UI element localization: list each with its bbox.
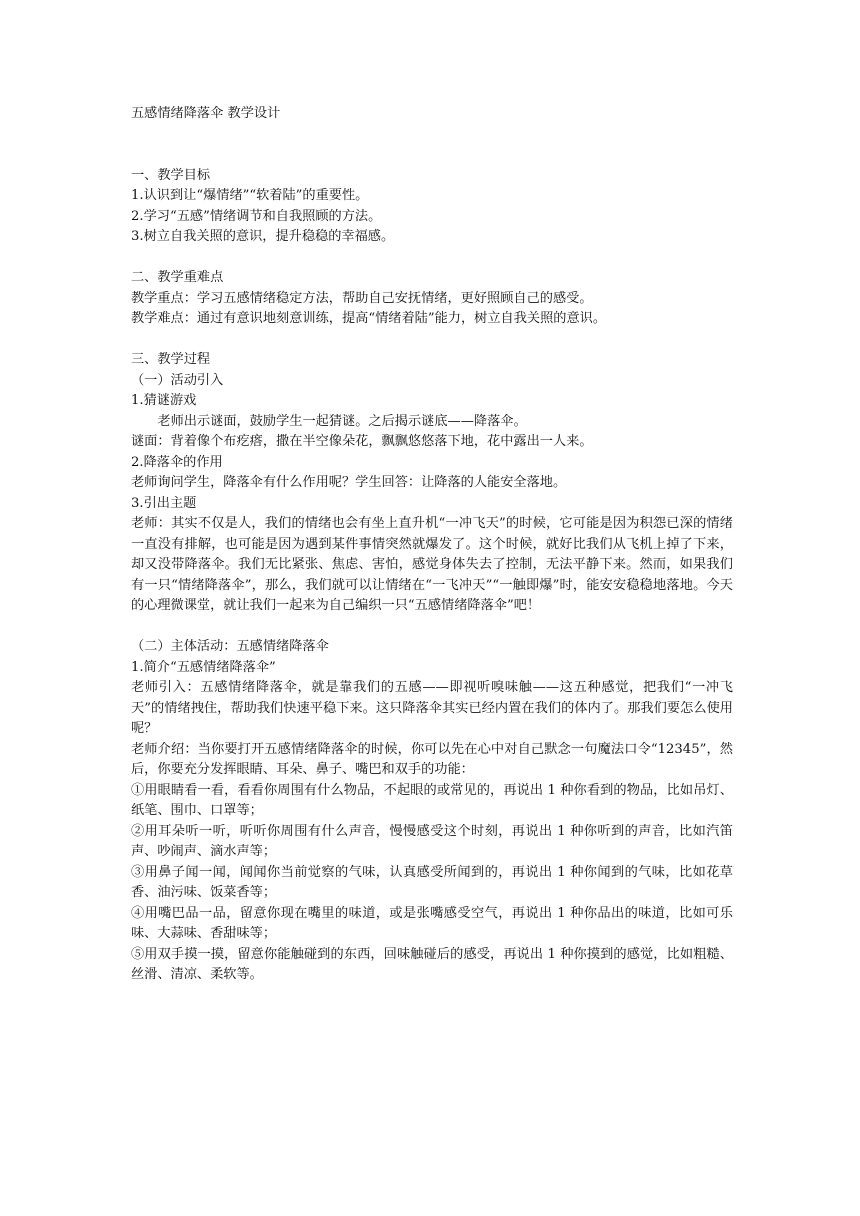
document-title: 五感情绪降落伞 教学设计	[131, 106, 281, 121]
goal-item: 2.学习“五感”情绪调节和自我照顾的方法。	[131, 208, 382, 224]
section-heading-goals: 一、教学目标	[131, 167, 211, 183]
five-senses-step: ②用耳朵听一听，听听你周围有什么声音，慢慢感受这个时刻，再说出 1 种你听到的声音，比如汽笛声、吵闹声、滴水声等；	[131, 823, 733, 859]
method-intro-text: 老师介绍：当你要打开五感情绪降落伞的时候，你可以先在心中对自己默念一句魔法口令“12345”，然后，你要充分发挥眼睛、耳朵、鼻子、嘴巴和双手的功能：	[131, 741, 733, 777]
item-heading-intro-parachute: 1.简介“五感情绪降落伞”	[131, 659, 276, 675]
item-heading-riddle-game: 1.猜谜游戏	[131, 393, 197, 408]
key-point-text: 教学重点：学习五感情绪稳定方法，帮助自己安抚情绪，更好照顾自己的感受。	[131, 290, 593, 306]
five-senses-step: ⑤用双手摸一摸，留意你能触碰到的东西，回味触碰后的感受，再说出 1 种你摸到的感觉，比如粗糙、丝滑、清凉、柔软等。	[131, 946, 733, 982]
parachute-use-text: 老师询问学生，降落伞有什么作用呢？学生回答：让降落的人能安全落地。	[131, 475, 567, 490]
five-senses-step: ①用眼睛看一看，看看你周围有什么物品，不起眼的或常见的，再说出 1 种你看到的物品，比如吊灯、纸笔、围巾、口罩等；	[131, 782, 733, 818]
item-heading-theme: 3.引出主题	[131, 495, 197, 511]
goal-item: 1.认识到让“爆情绪”“软着陆”的重要性。	[131, 188, 369, 203]
subsection-heading-main-activity: （二）主体活动：五感情绪降落伞	[131, 639, 329, 654]
difficult-point-text: 教学难点：通过有意识地刻意训练，提高“情绪着陆”能力，树立自我关照的意识。	[131, 311, 607, 326]
riddle-game-text: 老师出示谜面，鼓励学生一起猜谜。之后揭示谜底——降落伞。	[157, 413, 527, 429]
intro-parachute-text: 老师引入：五感情绪降落伞，就是靠我们的五感——即视听嗅味触——这五种感觉，把我们“一冲飞天”的情绪拽住，帮助我们快速平稳下来。这只降落伞其实已经内置在我们的体内了。那我们要怎么使用呢？	[131, 680, 733, 736]
theme-paragraph: 老师：其实不仅是人，我们的情绪也会有坐上直升机“一冲飞天”的时候，它可能是因为积怨已深的情绪一直没有排解，也可能是因为遇到某件事情突然就爆发了。这个时候，就好比我们从飞机上掉了下来，却又没带降落伞。我们无比紧张、焦虑、害怕，感觉身体失去了控制，无法平静下来。然而，如果我们有一只“情绪降落伞”，那么，我们就可以让情绪在“一飞冲天”“一触即爆”时，能安安稳稳地落地。今天的心理微课堂，就让我们一起来为自己编织一只“五感情绪降落伞”吧！	[131, 516, 733, 613]
spacer	[131, 330, 733, 351]
goal-item: 3.树立自我关照的意识，提升稳稳的幸福感。	[131, 229, 395, 244]
subsection-heading-intro: （一）活动引入	[131, 372, 224, 388]
section-heading-key-points: 二、教学重难点	[131, 270, 224, 285]
riddle-text: 谜面：背着像个布疙瘩，撒在半空像朵花，飘飘悠悠落下地，花中露出一人来。	[131, 434, 593, 449]
spacer	[131, 617, 733, 638]
item-heading-parachute-use: 2.降落伞的作用	[131, 454, 223, 470]
spacer	[131, 125, 733, 166]
five-senses-step: ④用嘴巴品一品，留意你现在嘴里的味道，或是张嘴感受空气，再说出 1 种你品出的味道，比如可乐味、大蒜味、香甜味等；	[131, 905, 733, 941]
five-senses-step: ③用鼻子闻一闻，闻闻你当前觉察的气味，认真感受所闻到的，再说出 1 种你闻到的气味，比如花草香、油污味、饭菜香等；	[131, 864, 733, 900]
spacer	[131, 248, 733, 269]
section-heading-process: 三、教学过程	[131, 352, 211, 367]
document-body	[131, 104, 733, 986]
